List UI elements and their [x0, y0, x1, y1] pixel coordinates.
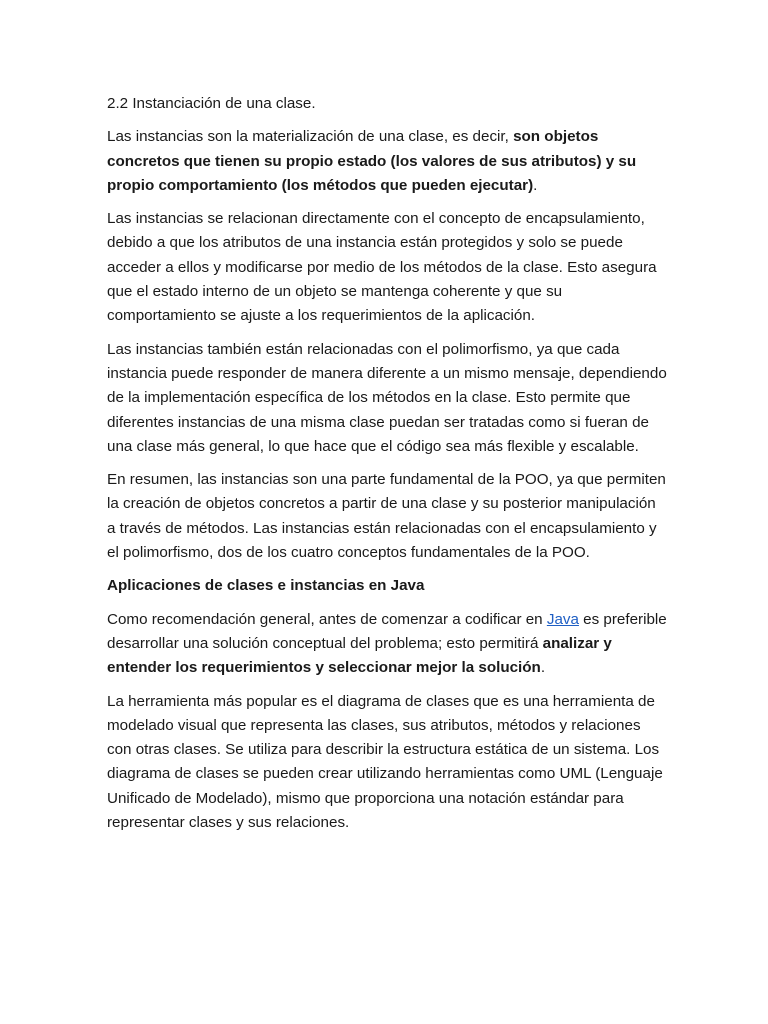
- subheading-text: Aplicaciones de clases e instancias en Java: [107, 577, 425, 595]
- paragraph-class-diagram: La herramienta más popular es el diagrama de clases que es una herramienta de modelado visual que representa las clases, sus atributos, métodos y relaciones con otras clases. Se utiliza para describir la estructura estática de un sistema. Los diagrama de clases se pueden crear utilizando herramientas como UML (Lenguaje Unificado de Modelado), mismo que proporciona una notación estándar para representar clases y sus relaciones.: [107, 692, 663, 832]
- p1-bold-text: son objetos concretos que tienen su propio estado (los valores de sus atributos) y su propio comportamiento (los métodos que pueden ejecutar): [107, 128, 637, 194]
- paragraph-recommendation: [107, 608, 668, 681]
- paragraph-instances-definition: [107, 125, 668, 198]
- paragraph-polymorphism: Las instancias también están relacionadas con el polimorfismo, ya que cada instancia puede responder de manera diferente a un mismo mensaje, dependiendo de la implementación específica de los métodos en la clase. Esto permite que diferentes instancias de una misma clase puedan ser tratadas como si fueran de una clase más general, lo que hace que el código sea más flexible y escalable.: [107, 340, 667, 455]
- java-link[interactable]: Java: [546, 610, 579, 628]
- p5-end: .: [540, 659, 546, 677]
- p5-text-a: Como recomendación general, antes de comenzar a codificar en: [107, 610, 547, 628]
- section-title: 2.2 Instanciación de una clase.: [107, 95, 316, 112]
- p5-text-b: es preferible desarrollar una solución conceptual del problema; esto permitirá: [107, 610, 667, 652]
- subheading: [107, 574, 668, 598]
- paragraph-encapsulation: Las instancias se relacionan directamente con el concepto de encapsulamiento, debido a que los atributos de una instancia están protegidos y solo se puede acceder a ellos y modificarse por medio de los métodos de la clase. Esto asegura que el estado interno de un objeto se mantenga coherente y que su comportamiento se ajuste a los requerimientos de la aplicación.: [107, 210, 657, 325]
- p5-bold-text: analizar y entender los requerimientos y seleccionar mejor la solución: [107, 634, 612, 677]
- paragraph-summary: En resumen, las instancias son una parte fundamental de la POO, ya que permiten la creación de objetos concretos a partir de una clase y su posterior manipulación a través de métodos. Las instancias están relacionadas con el encapsulamiento y el polimorfismo, dos de los cuatro conceptos fundamentales de la POO.: [107, 471, 666, 562]
- p1-text: Las instancias son la materialización de una clase, es decir,: [107, 128, 514, 146]
- p1-end: .: [533, 176, 538, 194]
